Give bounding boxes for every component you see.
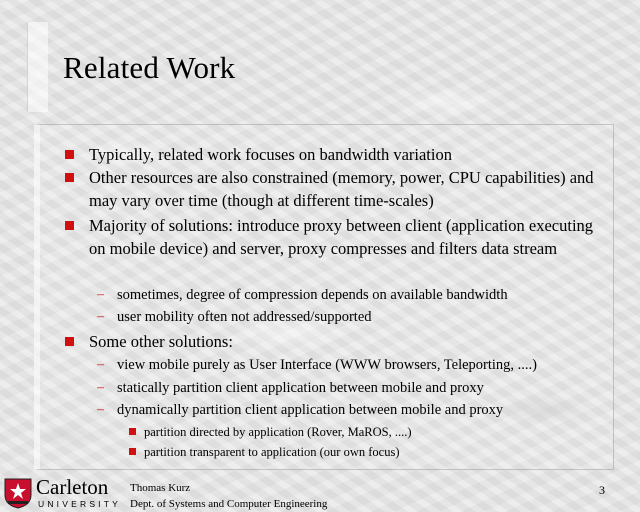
sub-bullet-item bbox=[97, 307, 607, 327]
bullet-square-icon bbox=[65, 150, 74, 159]
sub-bullet-item bbox=[97, 355, 607, 375]
bullet-square-icon bbox=[65, 173, 74, 182]
title-accent-strip bbox=[27, 22, 48, 112]
bullet-item bbox=[89, 166, 609, 212]
bullet-item bbox=[89, 214, 609, 260]
sub-bullet-text: user mobility often not addressed/supported bbox=[117, 309, 372, 325]
sub-sub-bullet-text: partition directed by application (Rover, MaROS, ....) bbox=[144, 425, 412, 439]
sub-sub-bullet-text: partition transparent to application (our own focus) bbox=[144, 445, 400, 459]
page-number: 3 bbox=[599, 483, 605, 497]
bullet-text: Majority of solutions: introduce proxy between client (application executing on mobile device) and server, proxy compresses and filters data stream bbox=[89, 216, 594, 258]
logo-subtitle: UNIVERSITY bbox=[38, 499, 122, 509]
bullet-item bbox=[89, 330, 609, 353]
sub-bullet-item bbox=[97, 400, 607, 420]
sub-bullet-text: dynamically partition client application between mobile and proxy bbox=[117, 402, 504, 418]
dash-icon: – bbox=[97, 287, 104, 302]
bullet-item bbox=[89, 143, 609, 166]
bullet-text: Typically, related work focuses on bandwidth variation bbox=[89, 145, 452, 164]
bullet-square-icon bbox=[65, 337, 74, 346]
dash-icon: – bbox=[97, 309, 104, 324]
dash-icon: – bbox=[97, 402, 104, 417]
bullet-text: Other resources are also constrained (memory, power, CPU capabilities) and may vary over time (though at different time-scales) bbox=[89, 168, 594, 210]
dash-icon: – bbox=[97, 357, 104, 372]
slide-title: Related Work bbox=[63, 50, 236, 85]
dash-icon: – bbox=[97, 380, 104, 395]
sub-bullet-text: view mobile purely as User Interface (WWW browsers, Teleporting, ....) bbox=[117, 357, 538, 373]
sub-sub-bullet-item bbox=[144, 443, 604, 461]
bullet-text: Some other solutions: bbox=[89, 332, 233, 351]
sub-sub-bullet-item bbox=[144, 423, 604, 441]
sub-bullet-item bbox=[97, 285, 607, 305]
bullet-square-icon bbox=[65, 221, 74, 230]
sub-bullet-text: statically partition client application between mobile and proxy bbox=[117, 380, 484, 396]
logo-wordmark: Carleton bbox=[36, 475, 109, 499]
bullet-square-icon bbox=[129, 428, 136, 435]
sub-bullet-item bbox=[97, 378, 607, 398]
sub-bullet-text: sometimes, degree of compression depends on available bandwidth bbox=[117, 287, 508, 303]
author-name: Thomas Kurz bbox=[130, 482, 191, 494]
carleton-crest-icon bbox=[3, 477, 33, 509]
department-name: Dept. of Systems and Computer Engineering bbox=[130, 498, 328, 510]
bullet-square-icon bbox=[129, 448, 136, 455]
